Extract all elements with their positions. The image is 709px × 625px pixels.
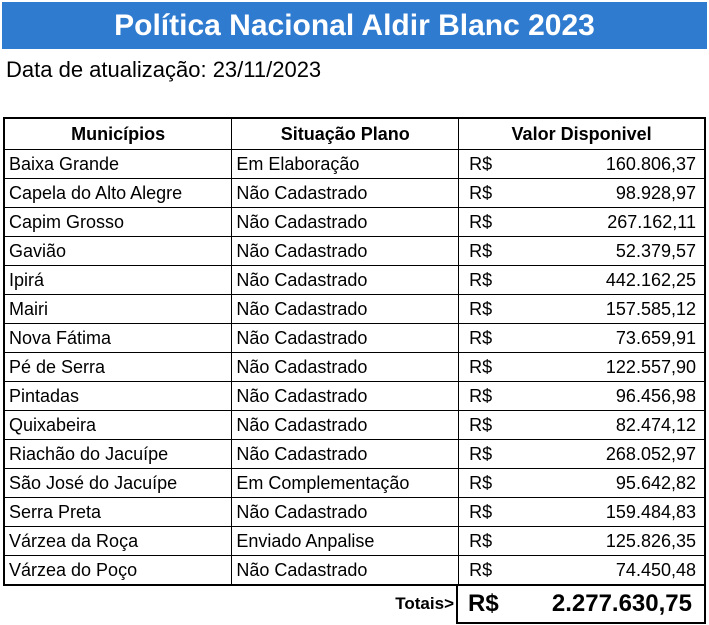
cell-municipio: Baixa Grande [4, 150, 232, 179]
cell-amount: 157.585,12 [605, 299, 696, 319]
cell-valor [459, 324, 705, 353]
cell-valor [459, 353, 705, 382]
cell-amount: 82.474,12 [615, 415, 696, 435]
totals-currency: R$ [468, 590, 499, 617]
cell-valor [459, 150, 705, 179]
table-row [4, 469, 705, 498]
cell-currency: R$ [469, 241, 493, 261]
table-header-row [4, 118, 705, 150]
cell-situacao: Não Cadastrado [232, 440, 459, 469]
cell-situacao: Não Cadastrado [232, 382, 459, 411]
cell-valor [459, 266, 705, 295]
totals-label: Totais> [395, 594, 454, 613]
table-row [4, 353, 705, 382]
table-row [4, 382, 705, 411]
cell-situacao: Não Cadastrado [232, 266, 459, 295]
cell-municipio: São José do Jacuípe [4, 469, 232, 498]
table-row [4, 237, 705, 266]
cell-currency: R$ [469, 270, 493, 290]
totals-box [456, 584, 706, 624]
cell-amount: 160.806,37 [605, 154, 696, 174]
cell-situacao: Enviado Anpalise [232, 527, 459, 556]
cell-situacao: Não Cadastrado [232, 295, 459, 324]
cell-municipio: Capim Grosso [4, 208, 232, 237]
cell-municipio: Nova Fátima [4, 324, 232, 353]
page-title: Política Nacional Aldir Blanc 2023 [114, 9, 595, 42]
cell-amount: 52.379,57 [615, 241, 696, 261]
municipios-table [3, 117, 706, 586]
totals-row [3, 584, 706, 622]
cell-valor [459, 527, 705, 556]
column-header-situacao: Situação Plano [232, 118, 459, 150]
cell-valor [459, 179, 705, 208]
cell-amount: 73.659,91 [615, 328, 696, 348]
table-row [4, 556, 705, 586]
cell-valor [459, 498, 705, 527]
cell-amount: 268.052,97 [605, 444, 696, 464]
cell-amount: 74.450,48 [615, 560, 696, 580]
cell-amount: 159.484,83 [605, 502, 696, 522]
cell-currency: R$ [469, 386, 493, 406]
cell-currency: R$ [469, 212, 493, 232]
cell-situacao: Não Cadastrado [232, 556, 459, 586]
cell-currency: R$ [469, 415, 493, 435]
cell-valor [459, 382, 705, 411]
cell-situacao: Não Cadastrado [232, 498, 459, 527]
cell-situacao: Não Cadastrado [232, 411, 459, 440]
cell-municipio: Serra Preta [4, 498, 232, 527]
cell-valor [459, 469, 705, 498]
cell-situacao: Em Complementação [232, 469, 459, 498]
cell-currency: R$ [469, 502, 493, 522]
cell-municipio: Pintadas [4, 382, 232, 411]
cell-municipio: Várzea da Roça [4, 527, 232, 556]
update-date: Data de atualização: 23/11/2023 [6, 57, 322, 82]
cell-situacao: Não Cadastrado [232, 237, 459, 266]
cell-currency: R$ [469, 328, 493, 348]
table-row [4, 498, 705, 527]
table-row [4, 179, 705, 208]
cell-currency: R$ [469, 560, 493, 580]
cell-valor [459, 556, 705, 586]
column-header-municipios: Municípios [4, 118, 232, 150]
cell-municipio: Ipirá [4, 266, 232, 295]
cell-currency: R$ [469, 299, 493, 319]
cell-currency: R$ [469, 473, 493, 493]
cell-situacao: Não Cadastrado [232, 208, 459, 237]
table-row [4, 266, 705, 295]
table-row [4, 324, 705, 353]
cell-municipio: Quixabeira [4, 411, 232, 440]
cell-currency: R$ [469, 357, 493, 377]
cell-municipio: Gavião [4, 237, 232, 266]
cell-municipio: Riachão do Jacuípe [4, 440, 232, 469]
cell-municipio: Mairi [4, 295, 232, 324]
cell-valor [459, 208, 705, 237]
totals-value: 2.277.630,75 [551, 590, 692, 617]
cell-situacao: Em Elaboração [232, 150, 459, 179]
table-row [4, 150, 705, 179]
cell-amount: 267.162,11 [607, 212, 696, 232]
cell-currency: R$ [469, 154, 493, 174]
cell-situacao: Não Cadastrado [232, 324, 459, 353]
table-row [4, 411, 705, 440]
cell-amount: 96.456,98 [615, 386, 696, 406]
cell-currency: R$ [469, 531, 493, 551]
cell-currency: R$ [469, 183, 493, 203]
cell-municipio: Capela do Alto Alegre [4, 179, 232, 208]
cell-valor [459, 237, 705, 266]
cell-valor [459, 295, 705, 324]
page-title-banner [2, 2, 707, 49]
cell-situacao: Não Cadastrado [232, 353, 459, 382]
cell-amount: 122.557,90 [605, 357, 696, 377]
table-row [4, 440, 705, 469]
cell-situacao: Não Cadastrado [232, 179, 459, 208]
cell-currency: R$ [469, 444, 493, 464]
table-row [4, 295, 705, 324]
cell-amount: 442.162,25 [605, 270, 696, 290]
cell-amount: 95.642,82 [615, 473, 696, 493]
table-row [4, 527, 705, 556]
cell-valor [459, 440, 705, 469]
table-row [4, 208, 705, 237]
column-header-valor: Valor Disponivel [459, 118, 705, 150]
cell-amount: 125.826,35 [605, 531, 696, 551]
cell-amount: 98.928,97 [615, 183, 696, 203]
cell-valor [459, 411, 705, 440]
cell-municipio: Pé de Serra [4, 353, 232, 382]
cell-municipio: Várzea do Poço [4, 556, 232, 586]
